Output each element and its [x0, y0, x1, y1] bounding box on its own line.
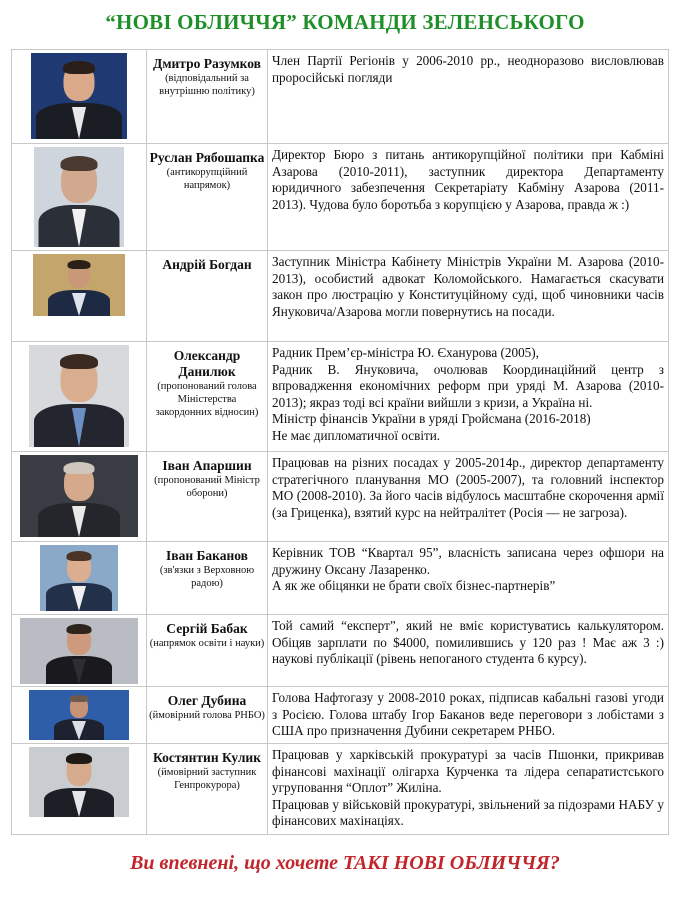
- page-title: “НОВІ ОБЛИЧЧЯ” КОМАНДИ ЗЕЛЕНСЬКОГО: [105, 10, 585, 34]
- person-name: Костянтин Кулик: [153, 750, 261, 765]
- photo-cell: [12, 342, 147, 452]
- description-text: Працював на різних посадах у 2005-2014р., директор департаменту стратегічного планування МО (2005-2007), та головний інспектор МО (2008-2010). За його часів відбулось масштабне скорочення армії (за Гриценка), взятий курс на нейтралітет (Росія — не загроза).: [272, 455, 664, 520]
- person-role: (відповідальний за внутрішню політику): [159, 73, 255, 97]
- description-cell: [268, 542, 669, 615]
- description-cell: [268, 144, 669, 251]
- description-text: Радник В. Януковича, очолював Координаційний центр з впровадження економічних реформ при уряді М. Азарова (2010-2013); якраз тоді всі країни вийшли з кризи, а Україна ні.: [272, 361, 664, 410]
- person-role: (пропонований голова Міністерства закордонних відносин): [155, 381, 259, 418]
- table-row: [12, 615, 669, 687]
- description-text: Директор Бюро з питань антикорупційної політики при Кабміні Азарова (2010-2011), заступник директора Департаменту юридичного забезпечення Секретаріату Кабміну Азарова (2011-2013). Чудова було боротьба з корупцією у Азарова, правда ж :): [272, 147, 664, 212]
- description-cell: [268, 615, 669, 687]
- portrait-photo: [34, 147, 124, 247]
- name-cell: [147, 144, 268, 251]
- description-cell: [268, 50, 669, 144]
- person-name: Руслан Рябошапка: [149, 150, 265, 165]
- name-cell: [147, 452, 268, 542]
- person-role: (пропонований Міністр оборони): [154, 475, 260, 499]
- person-name: Іван Баканов: [166, 548, 248, 563]
- person-name: Олександр Данилюк: [173, 348, 241, 379]
- name-cell: [147, 744, 268, 835]
- table-row: [12, 542, 669, 615]
- description-cell: [268, 251, 669, 342]
- description-text: А як же обіцянки не брати своїх бізнес-партнерів”: [272, 578, 556, 594]
- person-role: (ймовірний голова РНБО): [149, 710, 265, 721]
- portrait-photo: [20, 618, 138, 684]
- people-table: [11, 49, 669, 835]
- description-text: Член Партії Регіонів у 2006-2010 рр., неодноразово висловлював проросійські погляди: [272, 53, 664, 85]
- description-text: Не має дипломатичної освіти.: [272, 427, 441, 443]
- portrait-photo: [29, 747, 129, 817]
- photo-cell: [12, 615, 147, 687]
- person-role: (ймовірний заступник Генпрокурора): [157, 767, 257, 791]
- person-name: Дмитро Разумков: [153, 56, 261, 71]
- description-text: Той самий “експерт”, який не вміє користуватись калькулятором. Обіцяв зарплати по $4000, помилившись у 120 раз ! Має аж 3 :) наукові публікації (рівень непоганого студента 6 курсу).: [272, 618, 664, 667]
- portrait-photo: [20, 455, 138, 537]
- person-role: (антикорупційний напрямок): [166, 167, 248, 191]
- photo-cell: [12, 251, 147, 342]
- portrait-photo: [33, 254, 125, 316]
- portrait-photo: [40, 545, 118, 611]
- table-row: [12, 342, 669, 452]
- name-cell: [147, 542, 268, 615]
- description-text: Радник Прем’єр-міністра Ю. Єханурова (2005),: [272, 345, 539, 360]
- description-cell: [268, 744, 669, 835]
- description-text: Працював у військовій прокуратурі, звільнений за підозрами НАБУ у фінансових махінаціях.: [272, 796, 664, 829]
- table-row: [12, 251, 669, 342]
- description-text: Заступник Міністра Кабінету Міністрів України М. Азарова (2010-2013), особистий адвокат Коломойського. Намагається скасувати закон про люстрацію у Конституційному суді, щоб чиновники часів Януковича/Азарова могли повернутись на посади.: [272, 254, 664, 319]
- description-text: Міністр фінансів України в уряді Гройсмана (2016-2018): [272, 411, 591, 427]
- description-cell: [268, 342, 669, 452]
- photo-cell: [12, 50, 147, 144]
- name-cell: [147, 615, 268, 687]
- photo-cell: [12, 542, 147, 615]
- photo-cell: [12, 452, 147, 542]
- name-cell: [147, 342, 268, 452]
- table-row: [12, 452, 669, 542]
- portrait-photo: [31, 53, 127, 139]
- name-cell: [147, 251, 268, 342]
- closing-question: Ви впевнені, що хочете ТАКІ НОВІ ОБЛИЧЧЯ?: [130, 852, 560, 874]
- person-name: Сергій Бабак: [166, 621, 248, 636]
- photo-cell: [12, 744, 147, 835]
- description-cell: [268, 687, 669, 744]
- description-text: Голова Нафтогазу у 2008-2010 роках, підписав кабальні газові угоди з Росією. Голова штабу Ігор Баканов веде переговори з лобістами з США про призначення Дубини секретарем РНБО.: [272, 690, 664, 739]
- person-name: Олег Дубина: [167, 693, 247, 708]
- description-text: Працював у харківській прокуратурі за часів Пшонки, прикривав фінансові махінації олігарха Курченка та лідера сепаратистського угруповання “Оплот” Жиліна.: [272, 747, 664, 796]
- portrait-photo: [29, 345, 129, 447]
- person-role: (напрямок освіти і науки): [149, 638, 265, 649]
- table-row: [12, 50, 669, 144]
- table-row: [12, 687, 669, 744]
- person-name: Андрій Богдан: [162, 257, 252, 272]
- person-name: Іван Апаршин: [162, 458, 252, 473]
- name-cell: [147, 687, 268, 744]
- description-text: Керівник ТОВ “Квартал 95”, власність записана через офшори на дружину Оксану Лазаренко.: [272, 545, 664, 577]
- table-row: [12, 144, 669, 251]
- person-role: (зв'язки з Верховною радою): [159, 565, 255, 589]
- portrait-photo: [29, 690, 129, 740]
- name-cell: [147, 50, 268, 144]
- photo-cell: [12, 687, 147, 744]
- table-row: [12, 744, 669, 835]
- photo-cell: [12, 144, 147, 251]
- description-cell: [268, 452, 669, 542]
